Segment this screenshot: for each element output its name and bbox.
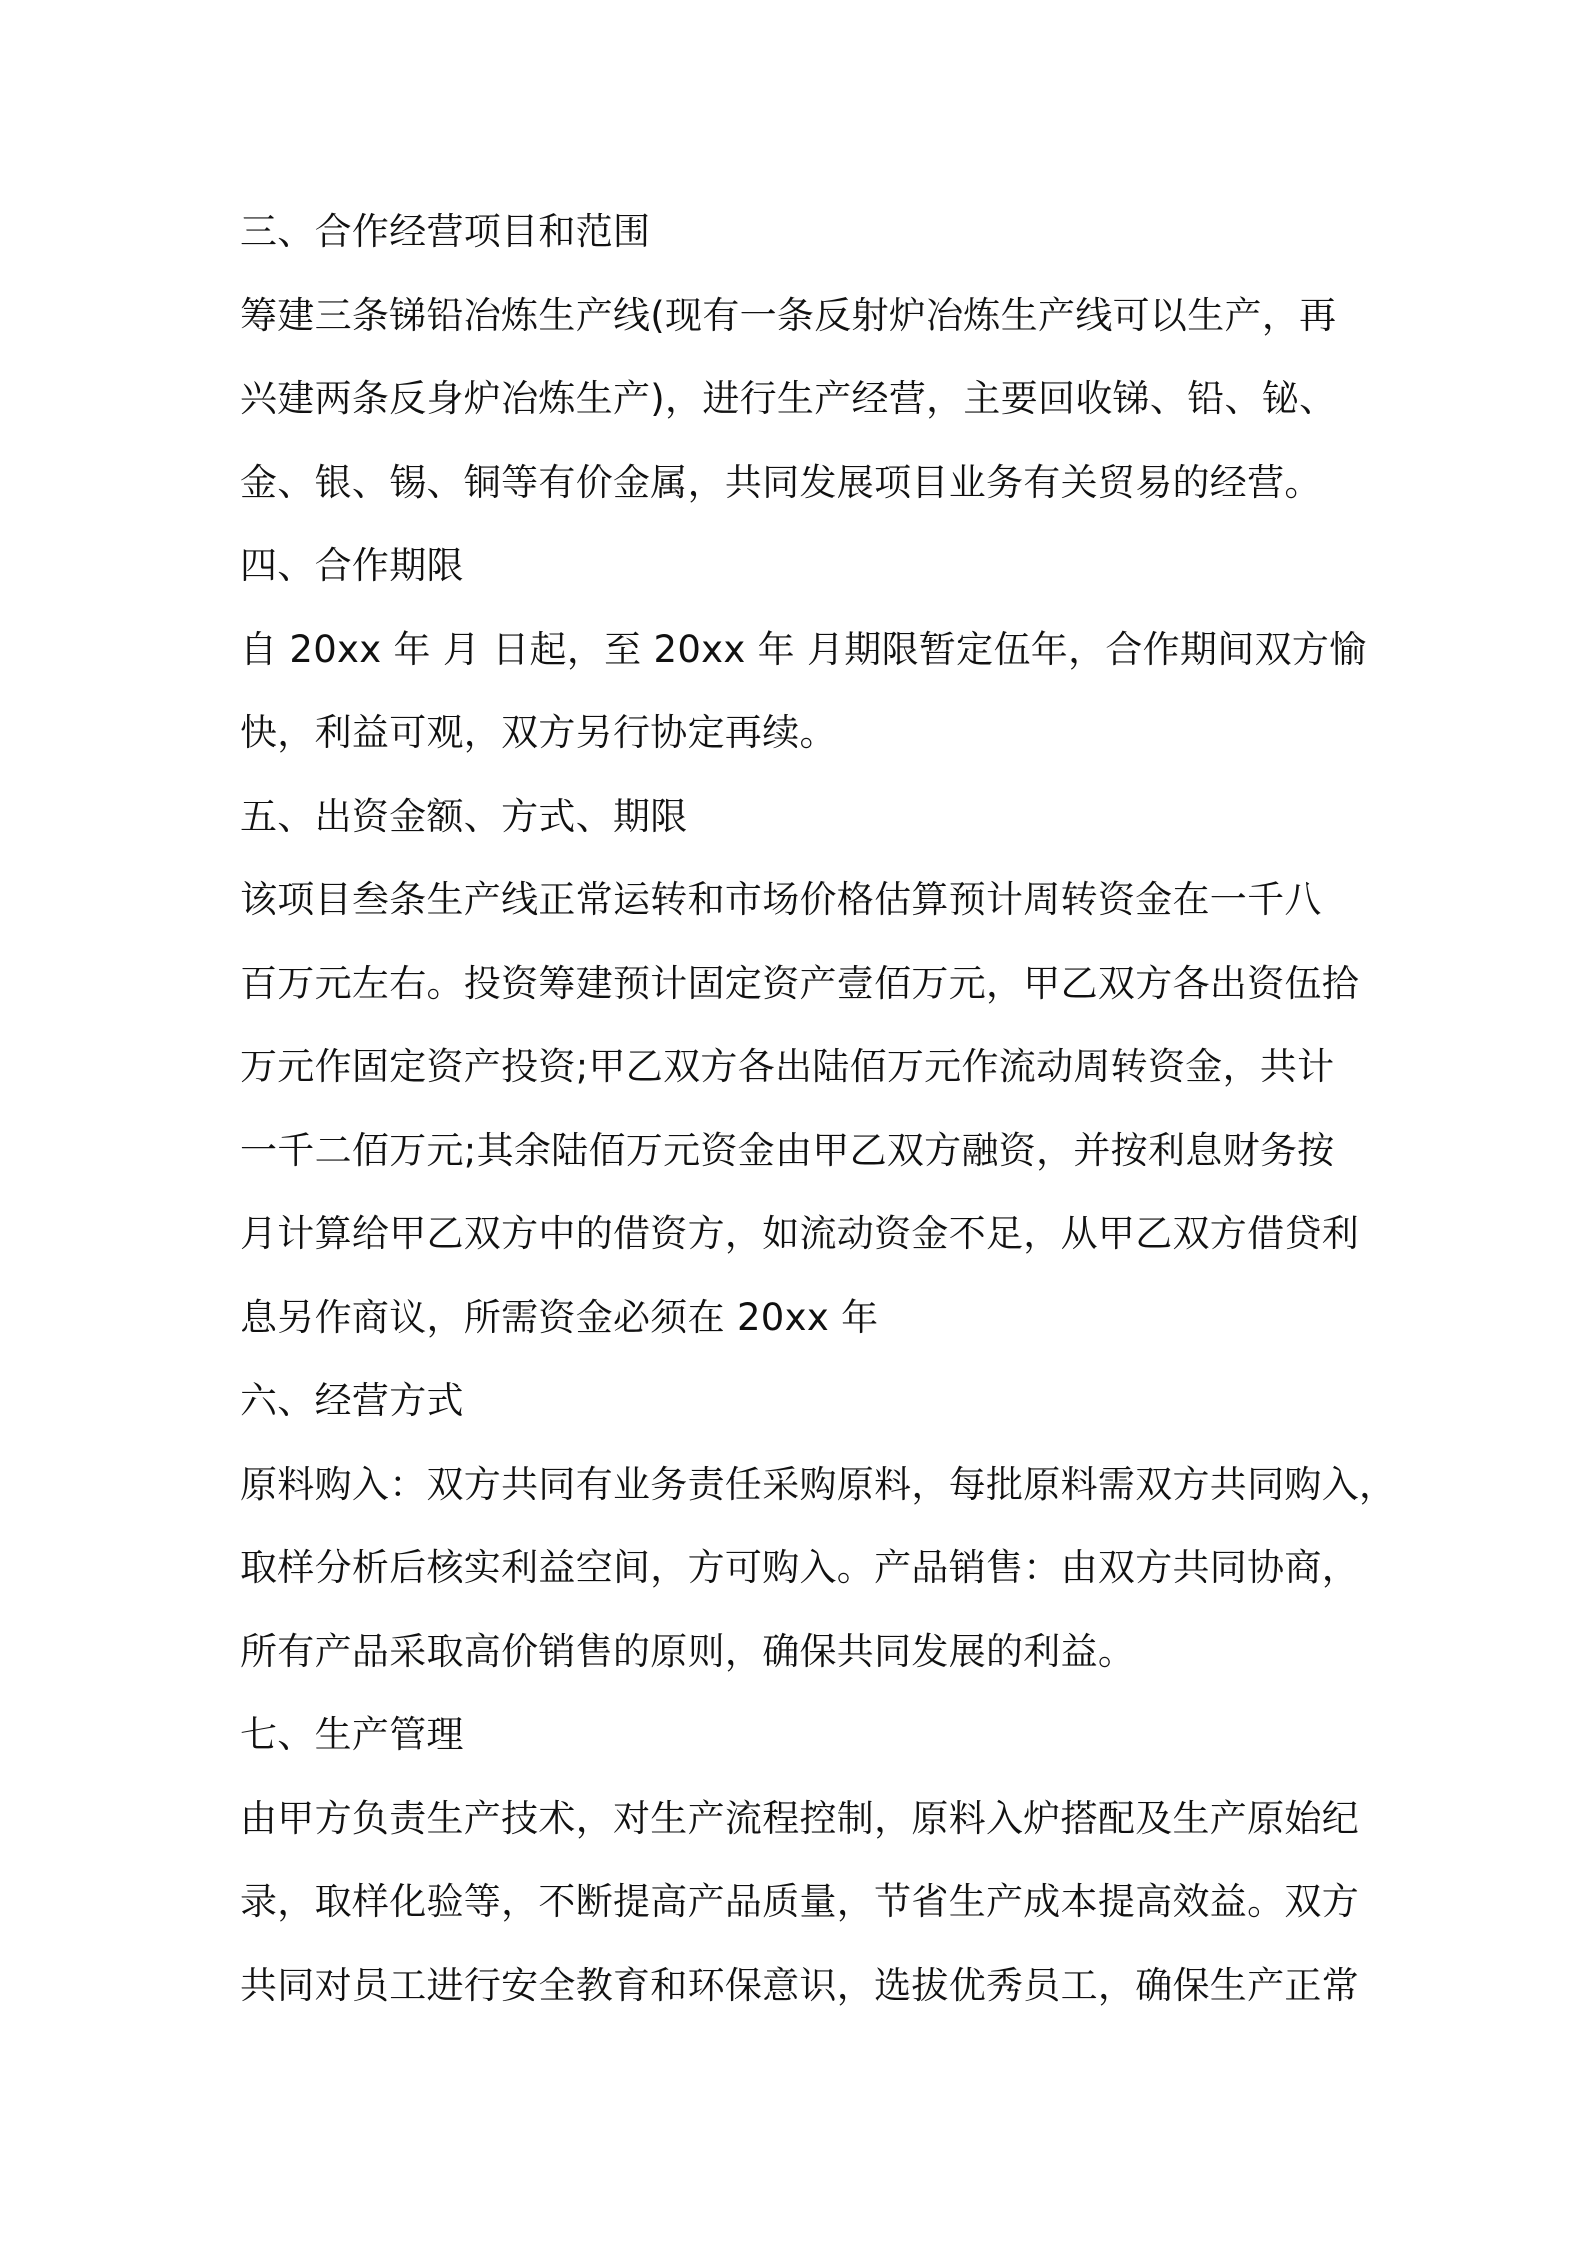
section-heading-7: 七、生产管理 — [240, 1713, 464, 1756]
section-heading-4: 四、合作期限 — [240, 544, 464, 587]
paragraph-line: 月计算给甲乙双方中的借资方，如流动资金不足，从甲乙双方借贷利 — [240, 1212, 1359, 1255]
paragraph-line: 所有产品采取高价销售的原则，确保共同发展的利益。 — [240, 1629, 1136, 1673]
paragraph-line: 录，取样化验等，不断提高产品质量，节省生产成本提高效益。双方 — [240, 1880, 1359, 1923]
paragraph-line: 息另作商议，所需资金必须在 20xx 年 — [240, 1295, 879, 1339]
paragraph-line: 快，利益可观，双方另行协定再续。 — [240, 711, 837, 754]
paragraph-line: 该项目叁条生产线正常运转和市场价格估算预计周转资金在一千八 — [240, 878, 1322, 921]
paragraph-line: 取样分析后核实利益空间，方可购入。产品销售：由双方共同协商， — [240, 1546, 1359, 1589]
section-heading-6: 六、经营方式 — [240, 1379, 464, 1422]
paragraph-line: 一千二佰万元;其余陆佰万元资金由甲乙双方融资，并按利息财务按 — [240, 1128, 1335, 1172]
section-heading-5: 五、出资金额、方式、期限 — [240, 794, 688, 838]
paragraph-line: 由甲方负责生产技术，对生产流程控制，原料入炉搭配及生产原始纪 — [240, 1796, 1359, 1840]
paragraph-line: 筹建三条锑铅冶炼生产线(现有一条反射炉冶炼生产线可以生产，再 — [240, 293, 1337, 337]
section-heading-3: 三、合作经营项目和范围 — [240, 210, 651, 253]
paragraph-line: 金、银、锡、铜等有价金属，共同发展项目业务有关贸易的经营。 — [240, 460, 1322, 504]
paragraph-line: 万元作固定资产投资;甲乙双方各出陆佰万元作流动周转资金，共计 — [240, 1045, 1335, 1088]
paragraph-line: 自 20xx 年 月 日起，至 20xx 年 月期限暂定伍年，合作期间双方愉 — [240, 627, 1367, 671]
document-page — [240, 190, 1397, 2027]
paragraph-line: 兴建两条反身炉冶炼生产)，进行生产经营，主要回收锑、铅、铋、 — [240, 377, 1337, 420]
paragraph-line: 原料购入：双方共同有业务责任采购原料，每批原料需双方共同购入， — [240, 1462, 1397, 1506]
paragraph-line: 百万元左右。投资筹建预计固定资产壹佰万元，甲乙双方各出资伍拾 — [240, 961, 1359, 1005]
paragraph-line: 共同对员工进行安全教育和环保意识，选拔优秀员工，确保生产正常 — [240, 1963, 1359, 2007]
